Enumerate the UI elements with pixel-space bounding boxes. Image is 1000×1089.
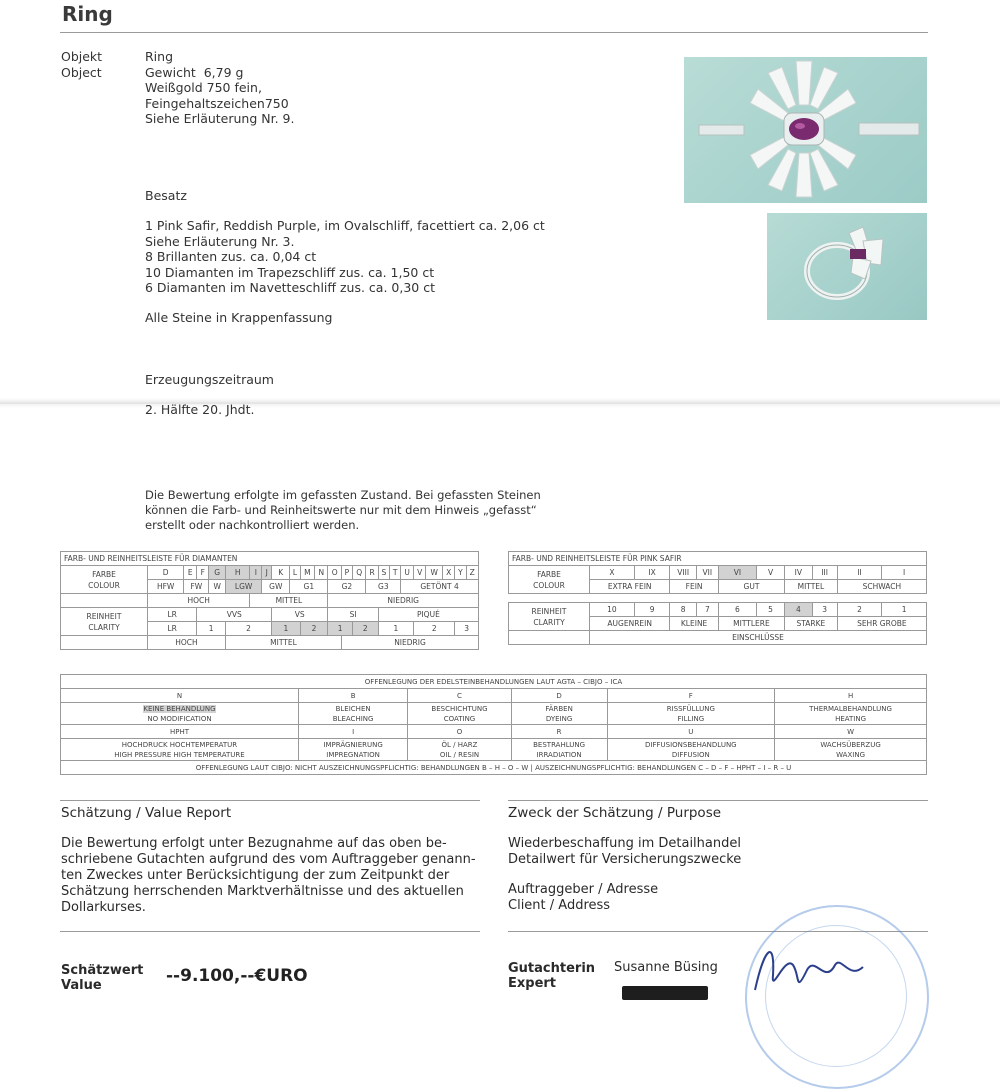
sapphire-quality: GUT	[718, 580, 784, 594]
clarity-level: HOCH	[148, 636, 226, 650]
clarity-group: LR	[148, 608, 197, 622]
object-line: Ring	[145, 49, 174, 64]
note-line: erstellt oder nachkontrolliert werden.	[145, 518, 360, 532]
color-grade: G1	[290, 580, 328, 594]
sapphire-table-header: FARB- UND REINHEITSLEISTE FÜR PINK SAFIR	[509, 552, 927, 566]
value-report-line: Schätzung herrschenden Marktverhältnisse und des aktuellen	[61, 884, 464, 899]
treatment-footer: OFFENLEGUNG LAUT CIBJO: NICHT AUSZEICHNUNGSPFLICHTIG: BEHANDLUNGEN B – H – O – W | AUSZEICHNUNGSPFLICHTIG: BEHANDLUNGEN C – D – F – HPHT – I – R – U	[61, 761, 927, 775]
treatment-name-en: DIFFUSION	[671, 750, 710, 759]
treatment-name-de: WACHSÜBERZUG	[820, 740, 881, 749]
object-line: Feingehaltszeichen750	[145, 95, 289, 111]
sapphire-reinheit-label: REINHEIT CLARITY	[509, 603, 590, 631]
diamond-table-header: FARB- UND REINHEITSLEISTE FÜR DIAMANTEN	[61, 552, 479, 566]
color-letter: M	[300, 566, 315, 580]
treatment-table-header: OFFENLEGUNG DER EDELSTEINBEHANDLUNGEN LAUT AGTA – CIBJO – ICA	[61, 675, 927, 689]
treatment-name	[775, 703, 927, 725]
color-letter: L	[290, 566, 300, 580]
sapphire-clarity-num: 1	[882, 603, 927, 617]
purpose-line: Wiederbeschaffung im Detailhandel	[508, 836, 741, 851]
estimate-divider	[60, 931, 480, 932]
treatment-name	[511, 739, 607, 761]
sapphire-clarity-num: 6	[718, 603, 756, 617]
treatment-name-de: KEINE BEHANDLUNG	[143, 704, 216, 713]
color-letter: W	[426, 566, 443, 580]
value-report-heading: Schätzung / Value Report	[61, 805, 232, 821]
besatz-line: 6 Diamanten im Navetteschliff zus. ca. 0,30 ct	[145, 280, 435, 295]
color-letter: G	[209, 566, 226, 580]
treatment-name-en: WAXING	[836, 750, 865, 759]
treatment-name	[61, 703, 299, 725]
production-value: 2. Hälfte 20. Jhdt.	[145, 402, 255, 417]
besatz-line: 10 Diamanten im Trapezschliff zus. ca. 1,50 ct	[145, 264, 435, 280]
title-divider	[60, 32, 928, 33]
treatment-name-de: ÖL / HARZ	[441, 740, 478, 749]
treatment-code: HPHT	[61, 725, 299, 739]
treatment-name-en: HIGH PRESSURE HIGH TEMPERATURE	[114, 750, 245, 759]
value-report-line: Die Bewertung erfolgt unter Bezugnahme auf das oben be-	[61, 836, 447, 851]
treatment-code: R	[511, 725, 607, 739]
treatment-code: F	[607, 689, 775, 703]
sapphire-farbe-label: FARBE COLOUR	[509, 566, 590, 594]
treatment-name-de: BLEICHEN	[335, 704, 371, 713]
treatment-name	[61, 739, 299, 761]
sapphire-color-grade: X	[590, 566, 635, 580]
color-letter: I	[250, 566, 262, 580]
purpose-text	[508, 836, 741, 868]
sapphire-color-grade: VII	[696, 566, 718, 580]
color-letter: Y	[455, 566, 466, 580]
sapphire-quality: EXTRA FEIN	[590, 580, 670, 594]
diamond-grading-table	[60, 551, 479, 650]
sapphire-clarity-num: 10	[590, 603, 635, 617]
treatment-name-en: NO MODIFICATION	[147, 714, 212, 723]
sapphire-clarity-num: 8	[670, 603, 696, 617]
purpose-divider	[508, 800, 928, 801]
treatment-code: W	[775, 725, 927, 739]
besatz-description	[145, 218, 545, 296]
treatment-name	[607, 739, 775, 761]
note-line: Die Bewertung erfolgte im gefassten Zustand. Bei gefassten Steinen	[145, 488, 541, 502]
diamond-reinheit-label: REINHEIT CLARITY	[61, 608, 148, 636]
ring-photo-top	[684, 57, 927, 203]
diamond-farbe-label: FARBE COLOUR	[61, 566, 148, 594]
treatment-name	[298, 703, 407, 725]
color-letter: R	[366, 566, 378, 580]
clarity-num: 2	[352, 622, 378, 636]
color-letter: S	[378, 566, 389, 580]
treatment-name-de: RISSFÜLLUNG	[666, 704, 715, 713]
besatz-line: 8 Brillanten zus. ca. 0,04 ct	[145, 249, 317, 264]
color-grade: LGW	[225, 580, 261, 594]
color-grade: G3	[366, 580, 401, 594]
color-letter: U	[401, 566, 414, 580]
color-letter: D	[148, 566, 184, 580]
signature	[745, 935, 875, 1000]
besatz-line: 1 Pink Safir, Reddish Purple, im Ovalschliff, facettiert ca. 2,06 ct	[145, 218, 545, 233]
color-letter: K	[272, 566, 290, 580]
treatment-table	[60, 674, 927, 775]
sapphire-color-grade: II	[837, 566, 882, 580]
value-report-line: ten Zweckes unter Berücksichtigung der zum Zeitpunkt der	[61, 868, 450, 883]
clarity-num: 1	[328, 622, 353, 636]
color-level: NIEDRIG	[328, 594, 479, 608]
sapphire-clarity-word: AUGENREIN	[590, 617, 670, 631]
clarity-num: 1	[378, 622, 413, 636]
sapphire-color-grade: III	[812, 566, 837, 580]
value-divider	[60, 800, 480, 801]
clarity-group: SI	[328, 608, 378, 622]
note-line: können die Farb- und Reinheitswerte nur mit dem Hinweis „gefasst“	[145, 503, 537, 517]
color-letter: V	[414, 566, 426, 580]
color-level: HOCH	[148, 594, 250, 608]
clarity-group: VVS	[197, 608, 272, 622]
sapphire-quality: FEIN	[670, 580, 718, 594]
color-letter: P	[341, 566, 352, 580]
treatment-name-de: FÄRBEN	[545, 704, 573, 713]
object-description	[145, 49, 294, 127]
clarity-num: 2	[225, 622, 271, 636]
sapphire-clarity-num: 5	[756, 603, 784, 617]
sapphire-color-grade: VIII	[670, 566, 696, 580]
value-report-text	[61, 836, 476, 916]
sapphire-clarity-num: 3	[812, 603, 837, 617]
treatment-name	[775, 739, 927, 761]
color-letter: O	[328, 566, 342, 580]
value-report-line: Dollarkurses.	[61, 900, 146, 915]
color-letter: T	[390, 566, 401, 580]
object-label: Objekt Object	[61, 49, 103, 80]
color-letter: H	[225, 566, 249, 580]
treatment-code: B	[298, 689, 407, 703]
sapphire-color-grade: VI	[718, 566, 756, 580]
sapphire-quality: MITTEL	[785, 580, 838, 594]
clarity-level: NIEDRIG	[341, 636, 478, 650]
treatment-name	[298, 739, 407, 761]
treatment-code: C	[408, 689, 511, 703]
sapphire-clarity-num: 7	[696, 603, 718, 617]
clarity-num: 2	[414, 622, 455, 636]
clarity-num: 3	[455, 622, 479, 636]
sapphire-clarity-word: KLEINE	[670, 617, 718, 631]
treatment-code: H	[775, 689, 927, 703]
treatment-code: O	[408, 725, 511, 739]
treatment-name-en: OIL / RESIN	[439, 750, 480, 759]
color-grade: HFW	[148, 580, 184, 594]
sapphire-color-grade: V	[756, 566, 784, 580]
ring-photo-side	[767, 213, 927, 320]
treatment-name-en: HEATING	[835, 714, 867, 723]
clarity-num: 2	[300, 622, 328, 636]
treatment-name	[511, 703, 607, 725]
sapphire-quality: SCHWACH	[837, 580, 926, 594]
client-line: Client / Address	[508, 898, 611, 913]
estimate-label: Schätzwert Value	[61, 963, 144, 993]
color-letter: X	[443, 566, 455, 580]
sapphire-clarity-num: 9	[634, 603, 670, 617]
treatment-name	[408, 703, 511, 725]
object-line: Weißgold 750 fein,	[145, 80, 262, 95]
setting-text: Alle Steine in Krappenfassung	[145, 310, 333, 325]
color-grade: GW	[262, 580, 290, 594]
clarity-group: VS	[272, 608, 328, 622]
certification-badge	[622, 986, 708, 1000]
treatment-name	[607, 703, 775, 725]
color-letter: Q	[352, 566, 366, 580]
clarity-num: LR	[148, 622, 197, 636]
color-grade: G2	[328, 580, 366, 594]
sapphire-color-grade: IX	[634, 566, 670, 580]
sapphire-clarity-num: 4	[785, 603, 812, 617]
purpose-line: Detailwert für Versicherungszwecke	[508, 852, 742, 867]
treatment-code: D	[511, 689, 607, 703]
treatment-name-de: BESCHICHTUNG	[431, 704, 488, 713]
besatz-line: Siehe Erläuterung Nr. 3.	[145, 233, 295, 249]
color-letter: N	[315, 566, 328, 580]
treatment-name-de: HOCHDRUCK HOCHTEMPERATUR	[121, 740, 238, 749]
estimate-amount: --9.100,--€URO	[166, 966, 308, 986]
color-grade: FW	[184, 580, 209, 594]
treatment-code: U	[607, 725, 775, 739]
client-address	[508, 882, 658, 914]
clarity-level: MITTEL	[225, 636, 341, 650]
treatment-name-de: BESTRAHLUNG	[533, 740, 586, 749]
document-title: Ring	[62, 2, 113, 26]
color-letter: J	[262, 566, 272, 580]
treatment-name-en: IMPREGNATION	[326, 750, 380, 759]
treatment-name-en: BLEACHING	[332, 714, 374, 723]
sapphire-clarity-word: SEHR GROBE	[837, 617, 926, 631]
clarity-num: 1	[197, 622, 226, 636]
clarity-group: PIQUÉ	[378, 608, 478, 622]
client-line: Auftraggeber / Adresse	[508, 882, 659, 897]
treatment-name-en: FILLING	[677, 714, 705, 723]
production-heading: Erzeugungszeitraum	[145, 372, 274, 387]
sapphire-grading-table	[508, 551, 927, 645]
treatment-name-de: THERMALBEHANDLUNG	[809, 704, 892, 713]
value-report-line: schriebene Gutachten aufgrund des vom Auftraggeber genann-	[61, 852, 476, 867]
treatment-name	[408, 739, 511, 761]
treatment-code: N	[61, 689, 299, 703]
color-letter: F	[197, 566, 209, 580]
sapphire-inclusions: EINSCHLÜSSE	[590, 631, 927, 645]
purpose-heading: Zweck der Schätzung / Purpose	[508, 805, 722, 821]
expert-name: Susanne Büsing	[614, 960, 718, 975]
color-grade: GETÖNT 4	[401, 580, 479, 594]
sapphire-color-grade: I	[882, 566, 927, 580]
treatment-name-de: DIFFUSIONSBEHANDLUNG	[645, 740, 737, 749]
sapphire-clarity-word: MITTLERE	[718, 617, 784, 631]
treatment-name-de: IMPRÄGNIERUNG	[323, 740, 383, 749]
sapphire-clarity-num: 2	[837, 603, 882, 617]
clarity-num: 1	[272, 622, 300, 636]
sapphire-color-grade: IV	[785, 566, 812, 580]
expert-label: Gutachterin Expert	[508, 961, 596, 991]
besatz-heading: Besatz	[145, 188, 187, 203]
object-line: Gewicht 6,79 g	[145, 64, 244, 80]
color-letter: E	[184, 566, 197, 580]
color-grade: W	[209, 580, 226, 594]
color-letter: Z	[466, 566, 479, 580]
treatment-code: I	[298, 725, 407, 739]
treatment-name-en: DYEING	[545, 714, 573, 723]
treatment-name-en: COATING	[443, 714, 476, 723]
object-line: Siehe Erläuterung Nr. 9.	[145, 111, 295, 126]
sapphire-clarity-word: STARKE	[785, 617, 838, 631]
color-level: MITTEL	[250, 594, 328, 608]
valuation-note	[145, 488, 541, 533]
treatment-name-en: IRRADIATION	[536, 750, 582, 759]
